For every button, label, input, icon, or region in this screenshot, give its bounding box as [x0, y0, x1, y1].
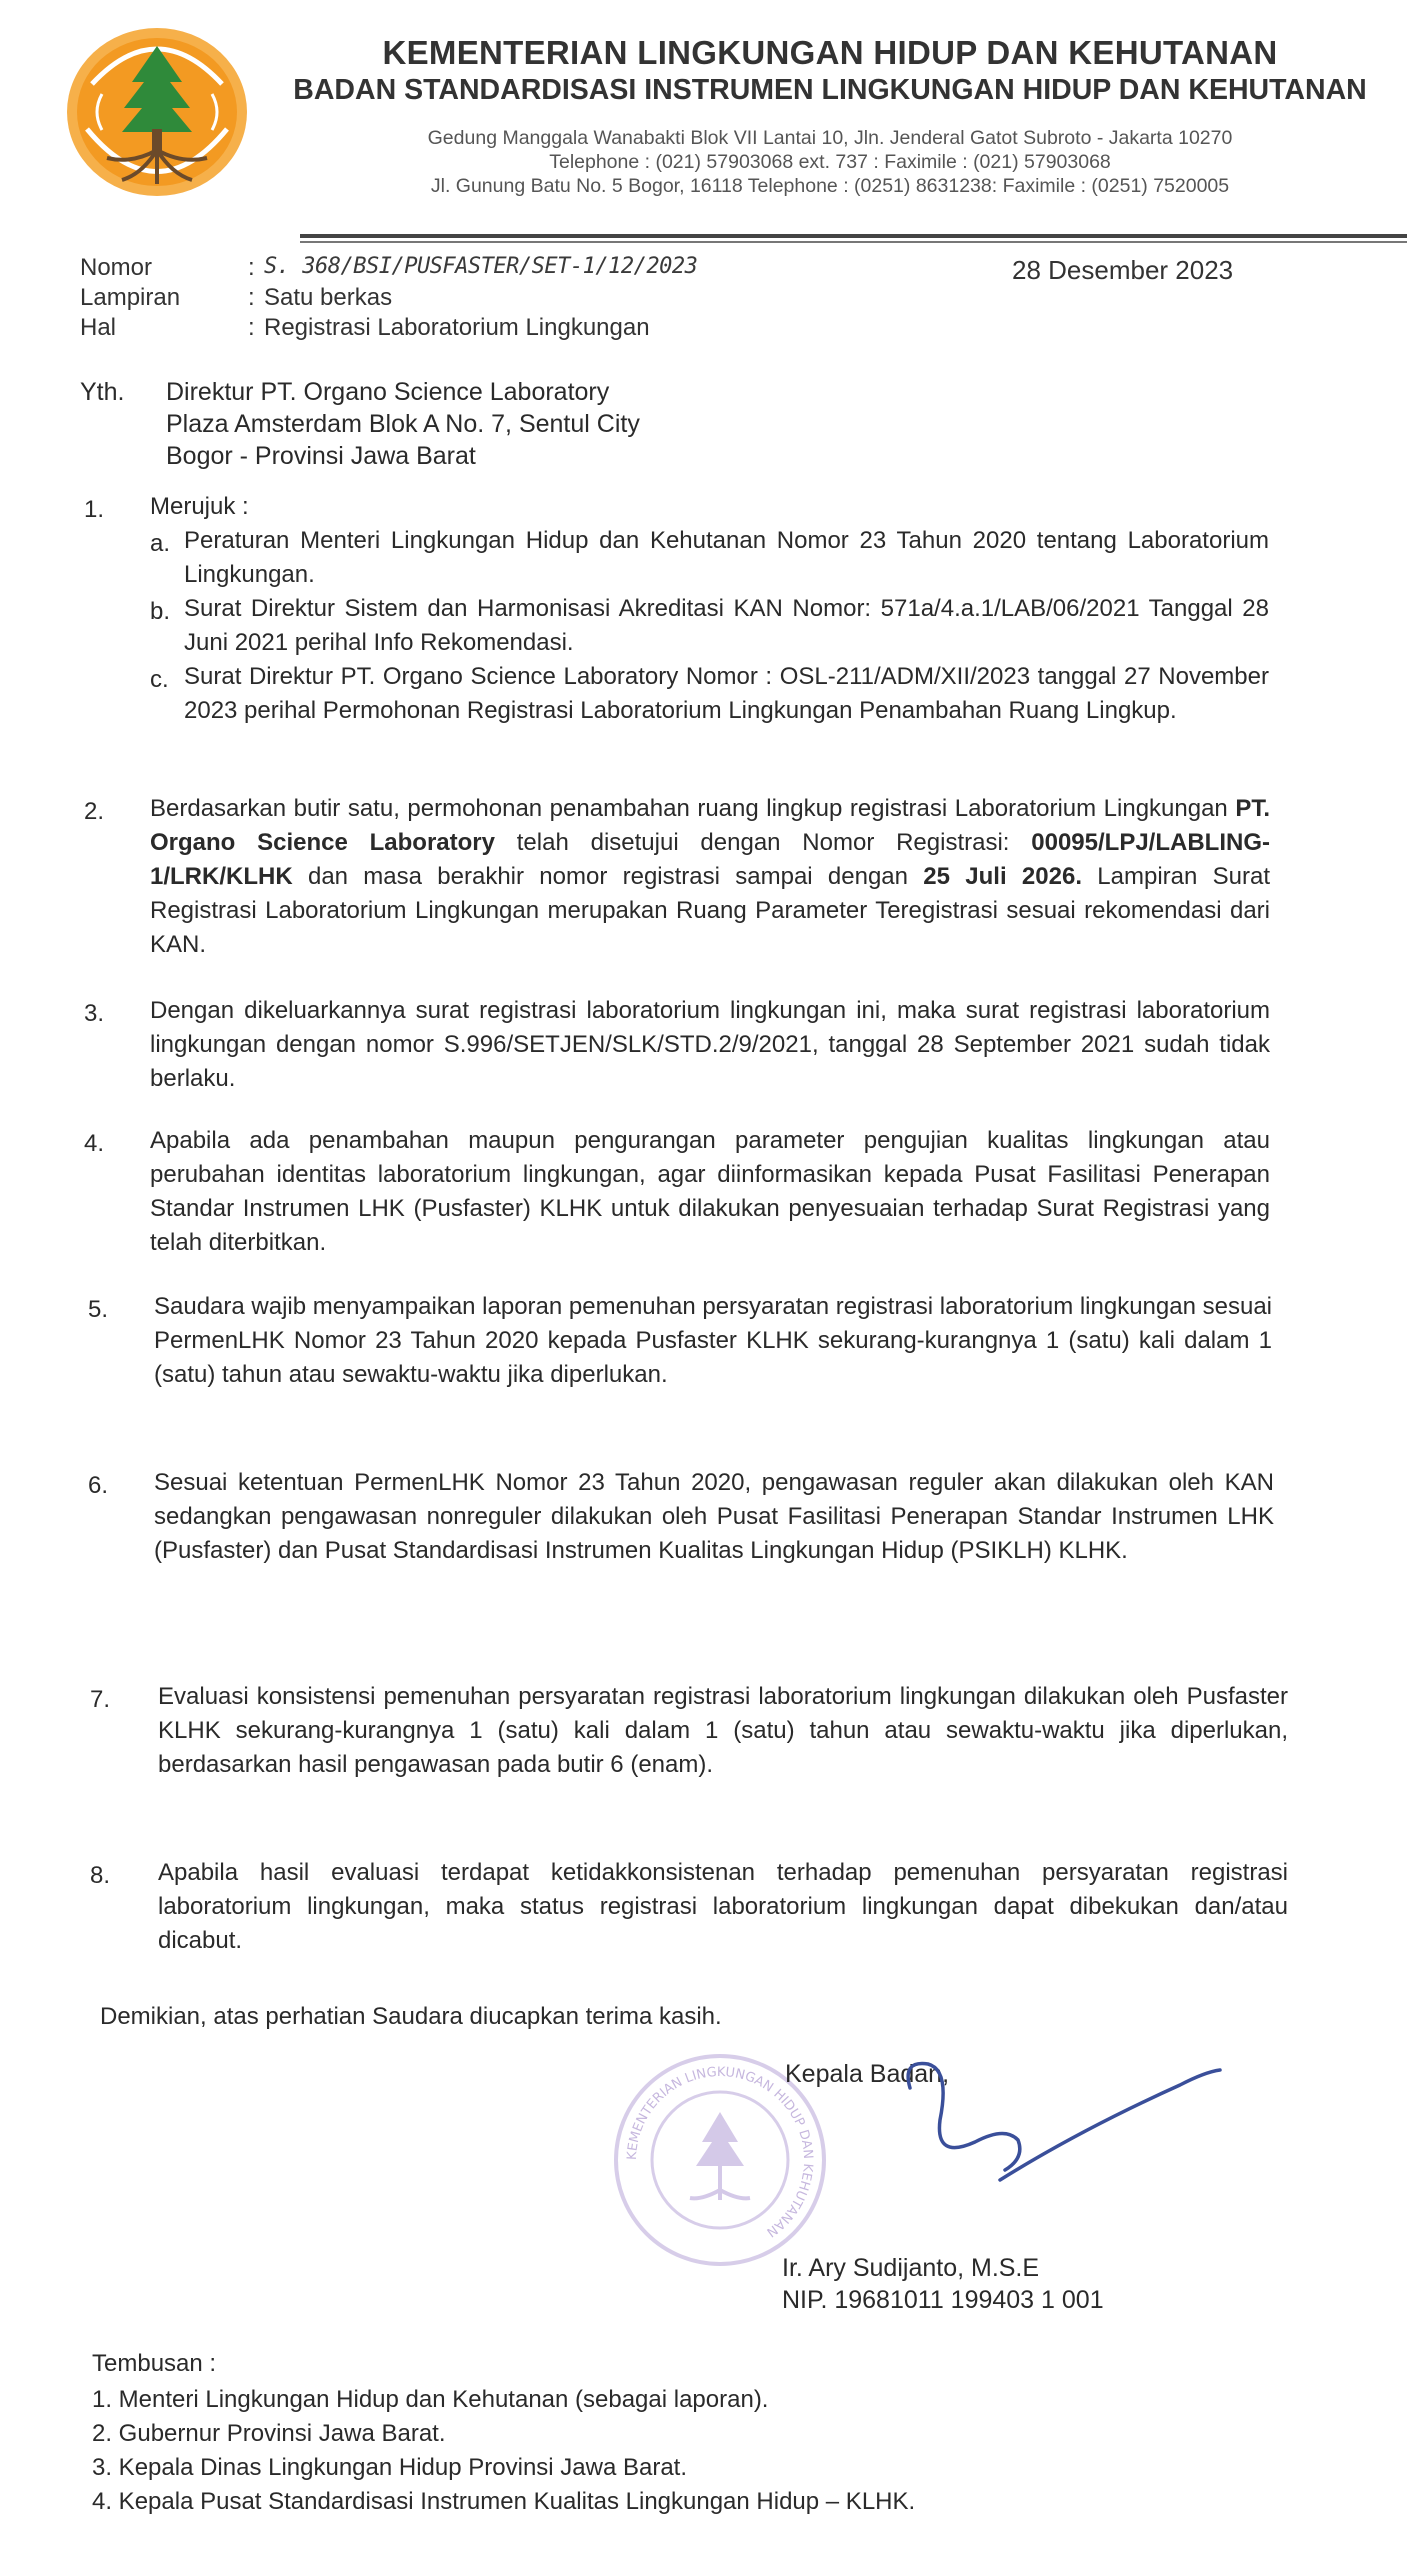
point-5-text: Saudara wajib menyampaikan laporan pemenuhan persyaratan registrasi laboratorium lingkungan sesuai PermenLHK Nomor 23 Tahun 2020 kepada Pusfaster KLHK sekurang-kurangnya 1 (satu) kali dalam 1 (satu) tahun atau sewaktu-waktu jika diperlukan.	[154, 1293, 1272, 1388]
tembusan-label: Tembusan :	[92, 2350, 217, 2377]
point-2-registration-number: 00095/LPJ/LABLING-1/LRK/KLHK	[150, 829, 1270, 890]
letter-date: 28 Desember 2023	[1012, 255, 1234, 285]
hal-label: Hal	[80, 314, 117, 341]
point-7-number: 7.	[90, 1686, 111, 1713]
header-rule-thin	[300, 241, 1407, 243]
point-2-part-1: Berdasarkan butir satu, permohonan penambahan ruang lingkup registrasi Laboratorium Lingkungan	[150, 795, 1236, 822]
signatory-nip: NIP. 19681011 199403 1 001	[782, 2286, 1104, 2314]
point-6-number: 6.	[88, 1472, 109, 1499]
hal-value: Registrasi Laboratorium Lingkungan	[264, 314, 650, 341]
point-1b-text: Surat Direktur Sistem dan Harmonisasi Akreditasi KAN Nomor: 571a/4.a.1/LAB/06/2021 Tanggal 28 Juni 2021 perihal Info Rekomendasi.	[184, 595, 1269, 656]
recipient-line-1: Direktur PT. Organo Science Laboratory	[166, 378, 610, 406]
yth-label: Yth.	[80, 378, 125, 406]
recipient-line-3: Bogor - Provinsi Jawa Barat	[166, 442, 476, 470]
nomor-label: Nomor	[80, 254, 153, 281]
point-4-text: Apabila ada penambahan maupun pengurangan parameter pengujian kualitas lingkungan atau perubahan identitas laboratorium lingkungan, agar diinformasikan kepada Pusat Fasilitasi Penerapan Standar Instrumen LHK (Pusfaster) KLHK untuk dilakukan penyesuaian terhadap Surat Registrasi yang telah diterbitkan.	[150, 1127, 1270, 1256]
nomor-value: S. 368/BSI/PUSFASTER/SET-1/12/2023	[264, 254, 698, 279]
point-7-text: Evaluasi konsistensi pemenuhan persyaratan registrasi laboratorium lingkungan dilakukan oleh Pusfaster KLHK sekurang-kurangnya 1 (satu) kali dalam 1 (satu) tahun atau sewaktu-waktu jika diperlukan, berdasarkan hasil pengawasan pada butir 6 (enam).	[158, 1683, 1288, 1778]
point-1b-label: b.	[150, 598, 171, 625]
point-2-part-2: telah disetujui dengan Nomor Registrasi:	[494, 829, 1032, 856]
klhk-logo-icon	[62, 24, 252, 200]
point-1c-text: Surat Direktur PT. Organo Science Laboratory Nomor : OSL-211/ADM/XII/2023 tanggal 27 November 2023 perihal Permohonan Registrasi Laboratorium Lingkungan Penambahan Ruang Lingkup.	[184, 663, 1269, 724]
point-3-number: 3.	[84, 1000, 105, 1027]
point-2-part-3: dan masa berakhir nomor registrasi sampai dengan	[292, 863, 924, 890]
point-8-text: Apabila hasil evaluasi terdapat ketidakkonsistenan terhadap pemenuhan persyaratan registrasi laboratorium lingkungan, maka status registrasi laboratorium lingkungan dapat dibekukan dan/atau dicabut.	[158, 1859, 1288, 1954]
stamp-text: KEMENTERIAN LINGKUNGAN HIDUP DAN KEHUTANAN	[624, 2064, 816, 2240]
point-4-number: 4.	[84, 1130, 105, 1157]
point-1-intro: Merujuk :	[150, 493, 249, 520]
tembusan-item: 4. Kepala Pusat Standardisasi Instrumen Kualitas Lingkungan Hidup – KLHK.	[92, 2488, 916, 2515]
tembusan-item: 3. Kepala Dinas Lingkungan Hidup Provinsi Jawa Barat.	[92, 2454, 688, 2481]
point-2-company: PT. Organo Science Laboratory	[150, 795, 1270, 856]
closing-text: Demikian, atas perhatian Saudara diucapkan terima kasih.	[100, 2003, 722, 2030]
point-8-number: 8.	[90, 1862, 111, 1889]
point-1a-text: Peraturan Menteri Lingkungan Hidup dan Kehutanan Nomor 23 Tahun 2020 tentang Laboratorium Lingkungan.	[184, 527, 1269, 588]
point-6-text: Sesuai ketentuan PermenLHK Nomor 23 Tahun 2020, pengawasan reguler akan dilakukan oleh KAN sedangkan pengawasan nonreguler dilakukan oleh Pusat Fasilitasi Penerapan Standar Instrumen LHK (Pusfaster) dan Pusat Standardisasi Instrumen Kualitas Lingkungan Hidup (PSIKLH) KLHK.	[154, 1469, 1274, 1564]
tembusan-item: 2. Gubernur Provinsi Jawa Barat.	[92, 2420, 446, 2447]
point-2-number: 2.	[84, 798, 105, 825]
point-1c-label: c.	[150, 666, 169, 693]
point-1-number: 1.	[84, 496, 105, 523]
handwritten-signature-icon	[880, 2030, 1240, 2240]
lampiran-value: Satu berkas	[264, 284, 393, 311]
ministry-name: KEMENTERIAN LINGKUNGAN HIDUP DAN KEHUTANAN	[382, 34, 1278, 71]
point-1a-label: a.	[150, 530, 171, 557]
point-2-text	[150, 792, 1270, 962]
agency-name: BADAN STANDARDISASI INSTRUMEN LINGKUNGAN HIDUP DAN KEHUTANAN	[293, 74, 1367, 106]
address-line-2: Telephone : (021) 57903068 ext. 737 : Faximile : (021) 57903068	[549, 151, 1111, 173]
recipient-line-2: Plaza Amsterdam Blok A No. 7, Sentul City	[166, 410, 640, 438]
tembusan-item: 1. Menteri Lingkungan Hidup dan Kehutanan (sebagai laporan).	[92, 2386, 769, 2413]
signatory-name: Ir. Ary Sudijanto, M.S.E	[782, 2254, 1040, 2282]
lampiran-colon: :	[248, 284, 255, 311]
address-line-1: Gedung Manggala Wanabakti Blok VII Lantai 10, Jln. Jenderal Gatot Subroto - Jakarta 10270	[427, 127, 1233, 149]
address-line-3: Jl. Gunung Batu No. 5 Bogor, 16118 Telephone : (0251) 8631238: Faximile : (0251) 7520005	[430, 175, 1230, 197]
hal-colon: :	[248, 314, 255, 341]
point-2-end-date: 25 Juli 2026.	[923, 863, 1082, 890]
point-2-part-4: Lampiran Surat Registrasi Laboratorium Lingkungan merupakan Ruang Parameter Teregistrasi sesuai rekomendasi dari KAN.	[150, 863, 1270, 958]
header-rule-thick	[300, 234, 1407, 238]
point-3-text: Dengan dikeluarkannya surat registrasi laboratorium lingkungan ini, maka surat registrasi laboratorium lingkungan dengan nomor S.996/SETJEN/SLK/STD.2/9/2021, tanggal 28 September 2021 sudah tidak berlaku.	[150, 997, 1270, 1092]
point-5-number: 5.	[88, 1296, 109, 1323]
signatory-title: Kepala Badan,	[785, 2060, 950, 2088]
lampiran-label: Lampiran	[80, 284, 181, 311]
nomor-colon: :	[248, 254, 255, 281]
